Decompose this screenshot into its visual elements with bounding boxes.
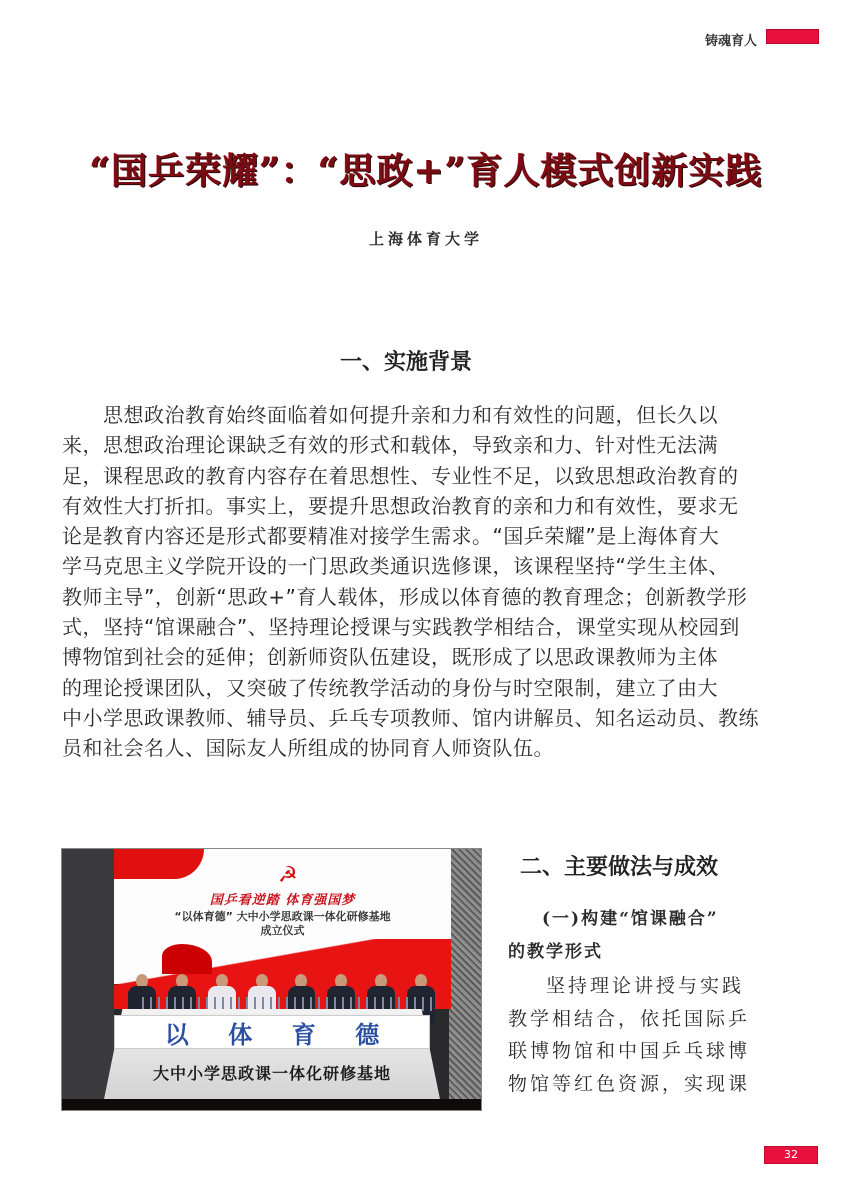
photo-stage-sign	[114, 1015, 430, 1049]
stage-sign-char: 育	[291, 1020, 316, 1049]
photo-banner-line2: 成立仪式	[260, 924, 305, 937]
body-line: 来，思想政治理论课缺乏有效的形式和载体，导致亲和力、针对性无法满	[62, 433, 718, 458]
body-line: 思想政治教育始终面临着如何提升亲和力和有效性的问题，但长久以	[62, 403, 718, 427]
stage-sign-char: 以	[164, 1020, 189, 1049]
article-author: 上海体育大学	[368, 230, 483, 248]
body-line: 联博物馆和中国乒乓球博	[508, 1040, 751, 1062]
body-line: 有效性大打折扣。事实上，要提升思想政治教育的亲和力和有效性，要求无	[62, 493, 739, 518]
body-line: 的理论授课团队，又突破了传统教学活动的身份与时空限制，建立了由大	[62, 675, 718, 700]
body-line: 中小学思政课教师、辅导员、乒乓专项教师、馆内讲解员、知名运动员、教练	[62, 705, 759, 730]
body-line: 式，坚持“馆课融合”、坚持理论授课与实践教学相结合，课堂实现从校园到	[62, 615, 740, 640]
page-number: 32	[764, 1146, 818, 1164]
article-title: “国乒荣耀”：“思政+”育人模式创新实践	[89, 150, 763, 192]
body-line: 教师主导”，创新“思政+”育人载体，形成以体育德的教育理念；创新教学形	[62, 584, 748, 609]
stage-sign-char: 体	[228, 1020, 253, 1049]
photo-slogan: 国乒看逆踏 体育强国梦	[209, 893, 356, 908]
body-line: 博物馆到社会的延伸；创新师资队伍建设，既形成了以思政课教师为主体	[62, 645, 718, 670]
photo-launch-rods	[142, 997, 432, 1011]
section-background-body	[62, 400, 784, 764]
ceremony-photo	[61, 848, 482, 1111]
section-heading-background: 一、实施背景	[340, 350, 473, 375]
running-header-bar	[766, 29, 819, 44]
body-line: 足，课程思政的教育内容存在着思想性、专业性不足，以致思想政治教育的	[62, 463, 739, 488]
subsection-heading	[508, 903, 788, 969]
body-line: 教学相结合，依托国际乒	[508, 1007, 751, 1030]
body-line: 论是教育内容还是形式都要精准对接学生需求。“国乒荣耀”是上海体育大	[62, 524, 720, 549]
party-emblem-icon: ☭	[278, 863, 298, 888]
photo-stage-base-text: 大中小学思政课一体化研修基地	[152, 1064, 391, 1083]
body-line: 学马克思主义学院开设的一门思政类通识选修课，该课程坚持“学生主体、	[62, 554, 729, 579]
subsection-heading-line2: 的教学形式	[508, 942, 603, 962]
photo-floor	[62, 1099, 482, 1111]
running-header-label: 铸魂育人	[705, 34, 758, 49]
section-practices-body	[508, 970, 788, 1100]
body-line: 坚持理论讲授与实践	[546, 975, 745, 997]
photo-right-pillar	[449, 849, 481, 1111]
section-heading-practices: 二、主要做法与成效	[520, 855, 719, 880]
photo-banner-line1: “以体育德” 大中小学思政课一体化研修基地	[174, 910, 391, 923]
body-line: 员和社会名人、国际友人所组成的协同育人师资队伍。	[62, 736, 554, 761]
subsection-heading-line1: (一)构建“馆课融合”	[542, 909, 719, 929]
body-line: 物馆等红色资源，实现课	[508, 1072, 751, 1095]
stage-sign-char: 德	[355, 1020, 380, 1049]
